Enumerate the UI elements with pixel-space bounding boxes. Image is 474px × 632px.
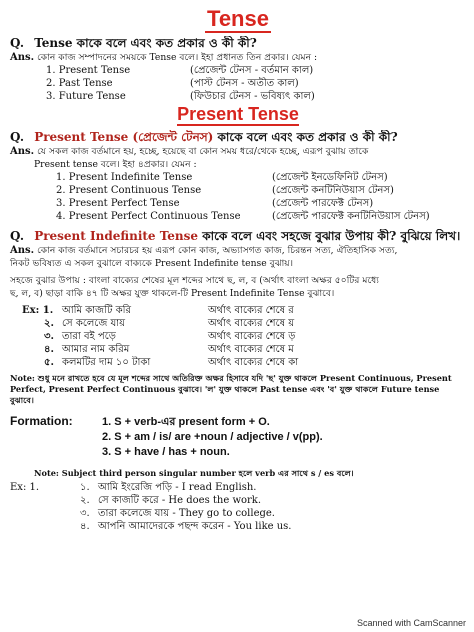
answer-3 [10,244,466,257]
formation-rule: 3. S + have / has + noun. [102,446,230,458]
tip-text-cont: ছ, ল, ব) ছাড়া বাকি ৪৭ টি অক্ষর যুক্ত থাকলে-টি Present Indefinite Tense বুঝাবে। [10,288,335,299]
formation-label: Formation: [10,414,73,428]
example-sentence: আমি কাজটি করি [62,305,131,316]
example-number: ৪. [44,344,54,355]
example-sentence: আমি ইংরেজি পড়ি - I read English. [98,482,257,493]
tense-bangla: (প্রেজেন্ট টেনস - বর্তমান কাল) [190,65,314,76]
example-note: অর্থাৎ বাক্যের শেষে র [208,305,294,316]
example-row [10,520,466,533]
example-tag: Ex: 1. [10,482,40,493]
tense-name: 3. Future Tense [46,91,126,102]
answer-1 [10,51,466,64]
answer-tag: Ans. [10,146,35,157]
list-item [10,210,466,223]
example-number: ৩. [80,508,90,519]
example-row [10,507,466,520]
scanner-watermark: Scanned with CamScanner [356,618,466,628]
question-3-highlight: Present Indefinite Tense [34,229,199,243]
list-item [10,77,466,90]
answer-2-text-cont: Present tense বলে। ইহা ৪প্রকার। যেমন : [34,159,197,170]
example-row [10,356,466,369]
question-3-text: কাকে বলে এবং সহজে বুঝার উপায় কী? বুঝিয়ে লিখ। [202,229,461,243]
example-sentence: আমার নাম করিম [62,344,130,355]
list-item [10,197,466,210]
example-number: ১. [80,482,90,493]
tense-name: 4. Present Perfect Continuous Tense [56,211,241,222]
example-number: ৩. [44,331,54,342]
section-subtitle: Present Tense [177,104,299,124]
example-row [10,481,466,494]
page-title: Tense [207,6,269,31]
list-item [10,90,466,103]
section-subtitle-wrap [10,104,466,130]
example-sentence: তারা বই পড়ে [62,331,116,342]
tense-name: 1. Present Indefinite Tense [56,172,193,183]
tense-name: 1. Present Tense [46,65,131,76]
example-note: অর্থাৎ বাক্যের শেষে ড় [208,331,296,342]
formation-block [10,414,466,460]
answer-3-cont [10,257,466,270]
question-2 [10,130,466,145]
answer-tag: Ans. [10,52,35,63]
answer-2 [10,145,466,158]
tense-name: 3. Present Perfect Tense [56,198,180,209]
question-tag: Q. [10,36,25,50]
list-item [10,184,466,197]
note-3: Note: Subject third person singular number হলে verb এর সাথে s / es বলে। [34,468,354,478]
example-row [10,494,466,507]
example-note: অর্থাৎ বাক্যের শেষে কা [208,357,299,368]
example-number: ২. [44,318,54,329]
example-note: অর্থাৎ বাক্যের শেষে য় [208,318,295,329]
tense-name: 2. Present Continuous Tense [56,185,202,196]
answer-2-cont [10,158,466,171]
example-tag: Ex: [22,305,40,316]
tense-bangla: (পাস্ট টেনস - অতীত কাল) [190,78,299,89]
answer-tag: Ans. [10,245,35,256]
formation-rule: 1. S + verb-এর present form + O. [102,416,270,428]
example-sentence: কলমটির দাম ১০ টাকা [62,357,151,368]
example-number: 1. [42,305,54,316]
example-number: ৪. [80,521,90,532]
tip-cont [10,287,466,300]
question-2-highlight: Present Tense (প্রেজেন্ট টেনস) [34,130,214,144]
example-row [10,330,466,343]
answer-1-text: কোন কাজ সম্পাদনের সময়কে Tense বলে। ইহা প্রধানত তিন প্রকার। যেমন : [37,52,318,63]
question-2-text: কাকে বলে এবং কত প্রকার ও কী কী? [217,130,398,144]
tense-bangla: (প্রেজেন্ট পারফেক্ট কনটিনিউয়াস টেনস) [272,211,430,222]
question-1-text: Tense কাকে বলে এবং কত প্রকার ও কী কী? [34,36,257,50]
example-row [10,343,466,356]
example-sentence: আপনি আমাদেরকে পছন্দ করেন - You like us. [98,521,292,532]
tip [10,274,466,287]
example-sentence: সে কলেজে যায় [62,318,126,329]
tense-bangla: (প্রেজেন্ট ইনডেফিনিট টেনস) [272,172,388,183]
tense-bangla: (ফিউচার টেনস - ভবিষ্যৎ কাল) [190,91,315,102]
page-title-wrap [10,6,466,36]
formation-rule: 2. S + am / is/ are +noun / adjective / v(pp). [102,431,323,443]
example-sentence: তারা কলেজে যায় - They go to college. [98,508,275,519]
answer-2-text: যে সকল কাজ বর্তমানে হয়, হচ্ছে, হয়েছে বা কোন সময় ধরে/থেকে হচ্ছে, এরূপ বুঝায় তাকে [37,146,369,157]
tip-text: সহজে বুঝার উপায় : বাংলা বাক্যের শেষের মূল শব্দের সাথে ছ, ল, ব (অর্থাৎ বাংলা অক্ষর ৫০টির মধ্যে [10,275,379,286]
question-tag: Q. [10,130,25,144]
note-1-cont: Perfect, Present Perfect Continuous বুঝাবে। 'ল' যুক্ত থাকলে Past tense এবং 'ব' যুক্ত থাকলে Future tense বুঝাবে। [10,384,440,405]
note-1: Note: শুধু মনে রাখতে হবে যে মূল শব্দের সাথে অতিরিক্ত অক্ষর হিসাবে যদি 'ছ' যুক্ত থাকলে Present Continuous, Present [10,373,452,383]
question-3 [10,229,466,244]
example-sentence: সে কাজটি করে - He does the work. [98,495,262,506]
answer-3-text-cont: নিকট ভবিষ্যত এ সকল বুঝালে বাক্যকে Present Indefinite tense বুঝায়। [10,258,294,269]
question-tag: Q. [10,229,25,243]
tense-bangla: (প্রেজেন্ট পারফেক্ট টেনস) [272,198,374,209]
example-row [10,304,466,317]
example-number: ৫. [44,357,54,368]
tense-name: 2. Past Tense [46,78,113,89]
example-note: অর্থাৎ বাক্যের শেষে ম [208,344,294,355]
list-item [10,64,466,77]
tense-bangla: (প্রেজেন্ট কনটিনিউয়াস টেনস) [272,185,394,196]
list-item [10,171,466,184]
question-1 [10,36,466,51]
example-row [10,317,466,330]
example-number: ২. [80,495,90,506]
answer-3-text: কোন কাজ বর্তমানে সচারচর হয় এরূপ কোন কাজ, অভ্যাসগত কাজ, চিরন্তন সত্য, ঐতিহাসিক সত্য, [37,245,398,256]
